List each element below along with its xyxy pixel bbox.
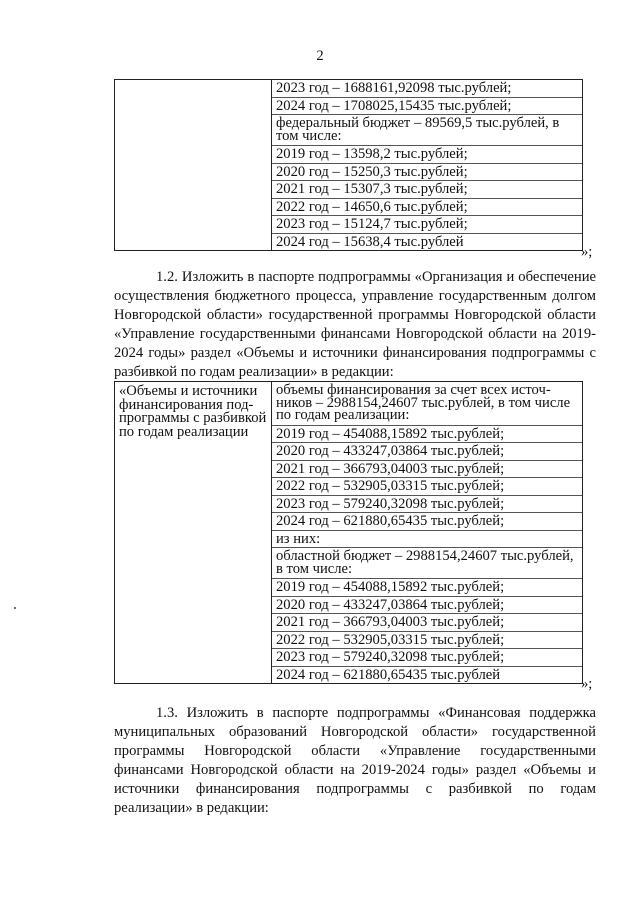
table2-line: 2020 год – 433247,03864 тыс.рублей;	[272, 597, 582, 615]
table2-line: 2019 год – 454088,15892 тыс.рублей;	[272, 426, 582, 444]
table1-right-cell	[272, 80, 583, 251]
table2-line: 2022 год – 532905,03315 тыс.рублей;	[272, 478, 582, 496]
table1-line: 2024 год – 1708025,15435 тыс.рублей;	[272, 98, 582, 116]
table2-line: 2021 год – 366793,04003 тыс.рублей;	[272, 614, 582, 632]
table1-left-text	[115, 80, 271, 86]
table1-line: 2023 год – 1688161,92098 тыс.рублей;	[272, 80, 582, 98]
table1-line: 2020 год – 15250,3 тыс.рублей;	[272, 164, 582, 182]
table1-line: 2022 год – 14650,6 тыс.рублей;	[272, 199, 582, 217]
table1-line: 2021 год – 15307,3 тыс.рублей;	[272, 181, 582, 199]
table2-line: областной бюджет – 2988154,24607 тыс.рублей, в том числе:	[272, 548, 582, 579]
financing-table-1-2	[114, 381, 583, 684]
table2-right-cell	[272, 382, 583, 684]
table2-line: 2024 год – 621880,65435 тыс.рублей;	[272, 513, 582, 531]
paragraph-1-3: 1.3. Изложить в паспорте подпрограммы «Финансовая поддержка муниципальных образований Новгородской области» государственной программы Новгородской области «Управление государственными финансами Новгородской области на 2019-2024 годы» раздел «Объемы и источники финансирования подпрограммы с разбивкой по годам реализации» в редакции:	[114, 705, 596, 817]
table2-line: объемы финансирования за счет всех источ-ников – 2988154,24607 тыс.рублей, в том числе по годам реализации:	[272, 382, 582, 426]
table2-line: из них:	[272, 531, 582, 549]
table2-line: 2021 год – 366793,04003 тыс.рублей;	[272, 461, 582, 479]
page-number: 2	[316, 48, 324, 64]
table1-line: 2023 год – 15124,7 тыс.рублей;	[272, 216, 582, 234]
scan-margin-mark	[14, 607, 16, 609]
table1-line: 2019 год – 13598,2 тыс.рублей;	[272, 146, 582, 164]
table1-line: федеральный бюджет – 89569,5 тыс.рублей, в том числе:	[272, 115, 582, 146]
financing-table-continued	[114, 79, 583, 251]
table1-line: 2024 год – 15638,4 тыс.рублей	[276, 233, 464, 250]
table2-line: 2023 год – 579240,32098 тыс.рублей;	[272, 496, 582, 514]
table2-line: 2019 год – 454088,15892 тыс.рублей;	[272, 579, 582, 597]
table2-left-text: «Объемы и источники финансирования под-программы с разбивкой по годам реализации	[119, 383, 267, 440]
table2-left-cell	[115, 382, 272, 684]
table1-closing-quote: »;	[581, 244, 593, 260]
table2-line: 2023 год – 579240,32098 тыс.рублей;	[272, 649, 582, 667]
table2-line: 2024 год – 621880,65435 тыс.рублей	[276, 666, 501, 683]
table2-line: 2020 год – 433247,03864 тыс.рублей;	[272, 443, 582, 461]
table2-closing-quote: »;	[581, 676, 593, 692]
table1-left-cell	[115, 80, 272, 251]
table2-line: 2022 год – 532905,03315 тыс.рублей;	[272, 632, 582, 650]
paragraph-1-2: 1.2. Изложить в паспорте подпрограммы «Организация и обеспечение осуществления бюджетного процесса, управление государственным долгом Новгородской области» государственной программы Новгородской области «Управление государственными финансами Новгородской области на 2019-2024 годы» раздел «Объемы и источники финансирования подпрограммы с разбивкой по годам реализации» в редакции:	[114, 269, 596, 381]
